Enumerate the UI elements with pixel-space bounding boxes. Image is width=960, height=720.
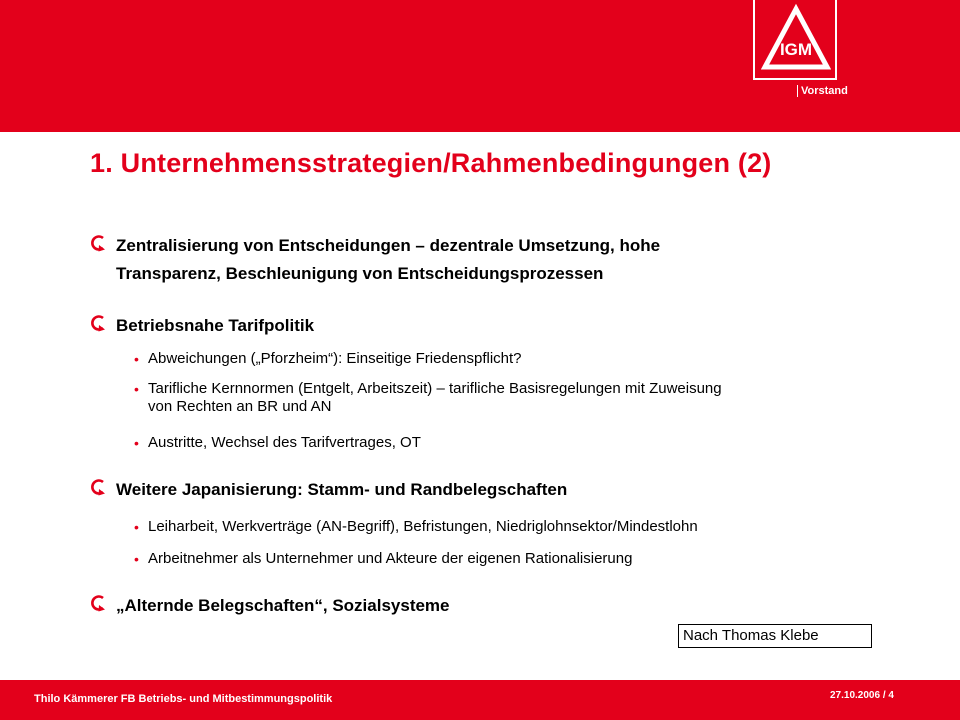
curved-arrow-icon [88, 594, 106, 612]
org-label: Vorstand [797, 85, 848, 97]
sub-bullet-text: Arbeitnehmer als Unternehmer und Akteure der eigenen Rationalisierung [148, 550, 633, 567]
bullet-line: Transparenz, Beschleunigung von Entscheidungsprozessen [116, 264, 604, 283]
footer-date-page: 27.10.2006 / 4 [830, 690, 894, 701]
bullet-text: Weitere Japanisierung: Stamm- und Randbelegschaften [116, 480, 568, 499]
sub-bullet-text [148, 380, 888, 416]
igm-triangle-logo-icon [761, 3, 831, 73]
bullet-text [116, 232, 876, 288]
logo-text: IGM [779, 40, 813, 59]
bullet-line: Zentralisierung von Entscheidungen – dezentrale Umsetzung, hohe [116, 236, 661, 255]
logo [753, 0, 837, 80]
bullet-dot-icon: • [134, 435, 139, 451]
bullet-text: „Alternde Belegschaften“, Sozialsysteme [116, 596, 450, 615]
bullet-dot-icon: • [134, 351, 139, 367]
sub-bullet-line: Tarifliche Kernnormen (Entgelt, Arbeitszeit) – tarifliche Basisregelungen mit Zuweisung [148, 380, 722, 397]
slide-title: 1. Unternehmensstrategien/Rahmenbedingungen (2) [90, 148, 772, 178]
sub-bullet-text: Leiharbeit, Werkverträge (AN-Begriff), Befristungen, Niedriglohnsektor/Mindestlohn [148, 518, 698, 535]
bullet-text: Betriebsnahe Tarifpolitik [116, 316, 315, 335]
sub-bullet-text: Abweichungen („Pforzheim“): Einseitige Friedenspflicht? [148, 350, 522, 367]
curved-arrow-icon [88, 478, 106, 496]
sub-bullet-text: Austritte, Wechsel des Tarifvertrages, OT [148, 434, 421, 451]
bullet-dot-icon: • [134, 381, 139, 397]
footer-author: Thilo Kämmerer FB Betriebs- und Mitbestimmungspolitik [34, 693, 333, 705]
curved-arrow-icon [88, 234, 106, 252]
bullet-dot-icon: • [134, 551, 139, 567]
curved-arrow-icon [88, 314, 106, 332]
source-note: Nach Thomas Klebe [678, 624, 872, 648]
sub-bullet-line: von Rechten an BR und AN [148, 398, 332, 415]
bullet-dot-icon: • [134, 519, 139, 535]
